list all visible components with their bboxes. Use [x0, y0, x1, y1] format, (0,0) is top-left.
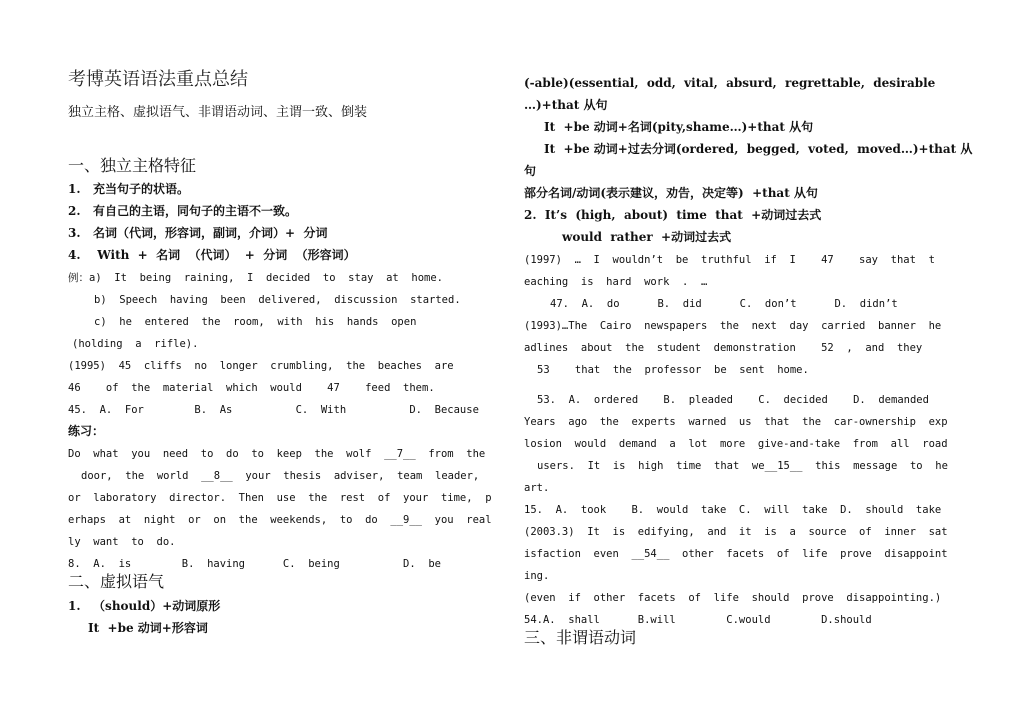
exam-2003-line-2: isfaction even __54__ other facets of life prove disappoint	[524, 548, 948, 560]
subjunctive-rule-1: 1. （should）+动词原形	[68, 599, 221, 613]
practice-line-4: erhaps at night or on the weekends, to do __9__ you real	[68, 514, 492, 526]
it-participle-that-clause-end: 句	[524, 164, 537, 178]
subjunctive-rule-2: 2. It’s (high, about) time that +动词过去式	[524, 208, 822, 222]
exam-1995-line-2: 46 of the material which would 47 feed them.	[68, 382, 435, 394]
exam-1997-options: 47. A. do B. did C. don’t D. didn’t	[550, 298, 898, 310]
exam-2003-line-1: (2003.3) It is edifying, and it is a source of inner sat	[524, 526, 948, 538]
passage-line-2: losion would demand a lot more give-and-take from all road	[524, 438, 948, 450]
adjective-list-end: …)+that 从句	[524, 98, 608, 112]
adjective-list: (-able)(essential, odd, vital, absurd, regrettable, desirable	[524, 76, 936, 90]
practice-line-1: Do what you need to do to keep the wolf __7__ from the	[68, 448, 486, 460]
section-heading-absolute-construction: 一、独立主格特征	[68, 156, 197, 175]
rule-4: 4. With + 名词 （代词） + 分词 （形容词）	[68, 248, 356, 262]
section-heading-subjunctive: 二、虚拟语气	[68, 572, 165, 591]
exam-1993-line-2: adlines about the student demonstration 52 , and they	[524, 342, 923, 354]
exam-2003-explanation: (even if other facets of life should prove disappointing.)	[524, 592, 942, 604]
rule-1: 1. 充当句子的状语。	[68, 182, 190, 196]
passage-line-3: users. It is high time that we__15__ this message to he	[537, 460, 948, 472]
practice-line-5: ly want to do.	[68, 536, 176, 548]
example-c-continued: (holding a rifle).	[72, 338, 199, 350]
exam-2003-line-3: ing.	[524, 570, 550, 582]
passage-line-1: Years ago the experts warned us that the car-ownership exp	[524, 416, 948, 428]
exam-1997-line-2: eaching is hard work . …	[524, 276, 708, 288]
practice-options: 8. A. is B. having C. being D. be	[68, 558, 441, 570]
passage-line-4: art.	[524, 482, 550, 494]
exam-1993-line-1: (1993)…The Cairo newspapers the next day carried banner he	[524, 320, 942, 332]
would-rather-rule: would rather +动词过去式	[562, 230, 732, 244]
exam-1995-line-1: (1995) 45 cliffs no longer crumbling, the beaches are	[68, 360, 454, 372]
exam-1993-line-3: 53 that the professor be sent home.	[537, 364, 809, 376]
exam-1993-options: 53. A. ordered B. pleaded C. decided D. demanded	[537, 394, 929, 406]
example-c: c) he entered the room, with his hands open	[94, 316, 417, 328]
document-subtitle: 独立主格、虚拟语气、非谓语动词、主谓一致、倒装	[68, 105, 368, 120]
example-a: 例：a) It being raining, I decided to stay at home.	[68, 272, 444, 284]
exam-2003-options: 54.A. shall B.will C.would D.should	[524, 614, 872, 626]
example-b: b) Speech having been delivered, discussion started.	[94, 294, 461, 306]
exam-1997-line-1: (1997) … I wouldn’t be truthful if I 47 say that t	[524, 254, 935, 266]
noun-verb-that-clause: 部分名词/动词(表示建议，劝告，决定等) +that 从句	[524, 186, 818, 200]
it-participle-that-clause: It +be 动词+过去分词(ordered, begged, voted, moved…)+that 从	[544, 142, 973, 156]
practice-label: 练习：	[68, 424, 105, 438]
exam-1995-options: 45. A. For B. As C. With D. Because	[68, 404, 479, 416]
it-noun-that-clause: It +be 动词+名词(pity,shame…)+that 从句	[544, 120, 814, 134]
passage-options: 15. A. took B. would take C. will take D. should take	[524, 504, 942, 516]
rule-2: 2. 有自己的主语，同句子的主语不一致。	[68, 204, 298, 218]
document-title: 考博英语语法重点总结	[68, 69, 248, 90]
section-heading-nonfinite-verbs: 三、非谓语动词	[524, 628, 637, 647]
practice-line-3: or laboratory director. Then use the rest of your time, p	[68, 492, 492, 504]
subjunctive-it-adjective: It +be 动词+形容词	[88, 621, 208, 635]
practice-line-2: door, the world __8__ your thesis adviser, team leader,	[81, 470, 480, 482]
rule-3: 3. 名词（代词，形容词，副词，介词）+ 分词	[68, 226, 328, 240]
